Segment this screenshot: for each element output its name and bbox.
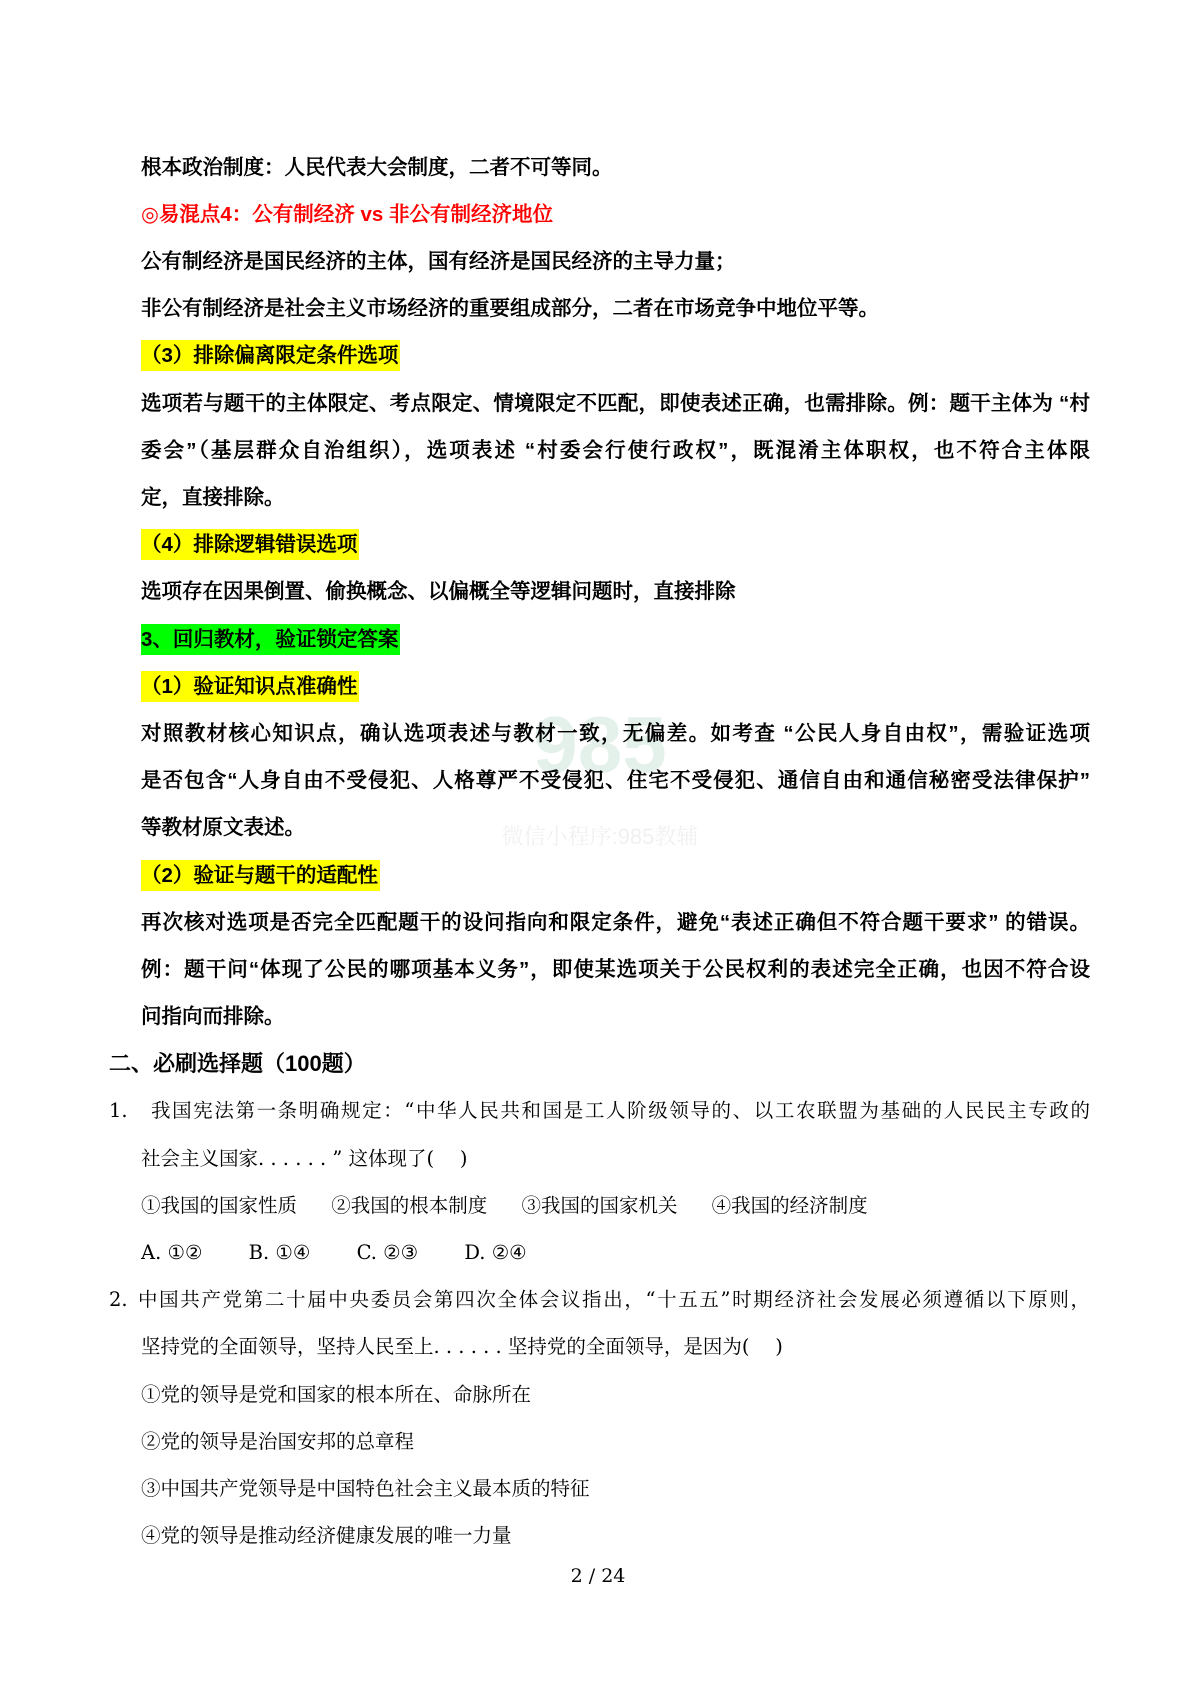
subheading-2: （2）验证与题干的适配性 [141, 860, 380, 891]
choice-d: D. ②④ [464, 1241, 527, 1264]
statement: ②党的领导是治国安邦的总章程 [141, 1430, 415, 1453]
text-line: 问指向而排除。 [141, 1005, 285, 1028]
step-heading-3: 3、回归教材，验证锁定答案 [141, 624, 400, 655]
text-line: 例：题干问“体现了公民的哪项基本义务”，即使某选项关于公民权利的表述完全正确，也因不符合设 [141, 958, 1090, 981]
choice-c: C. ②③ [356, 1241, 419, 1264]
subheading-1: （1）验证知识点准确性 [141, 671, 359, 702]
question-number: 1. [109, 1099, 128, 1122]
statement: ①我国的国家性质 [141, 1194, 298, 1217]
text-line: 对照教材核心知识点，确认选项表述与教材一致，无偏差。如考查 “公民人身自由权”，需验证选项 [141, 722, 1090, 745]
watermark-text: 微信小程序:985教辅 [501, 824, 699, 849]
question-stem: 坚持党的全面领导，坚持人民至上. . . . . . 坚持党的全面领导，是因为( ) [141, 1335, 783, 1358]
text-line: 公有制经济是国民经济的主体，国有经济是国民经济的主导力量； [141, 250, 736, 273]
text-line: 再次核对选项是否完全匹配题干的设问指向和限定条件，避免“表述正确但不符合题干要求” 的错误。 [141, 911, 1090, 934]
text-line: 非公有制经济是社会主义市场经济的重要组成部分，二者在市场竞争中地位平等。 [141, 297, 879, 320]
confusion-point-heading: ◎易混点4：公有制经济 vs 非公有制经济地位 [141, 203, 553, 226]
statement: ④党的领导是推动经济健康发展的唯一力量 [141, 1524, 512, 1547]
question-stem: 中国共产党第二十届中央委员会第四次全体会议指出，“十五五”时期经济社会发展必须遵循以下原则， [138, 1288, 1090, 1311]
page-number: 2 / 24 [570, 1565, 626, 1587]
statement: ④我国的经济制度 [711, 1194, 868, 1217]
text-line: 委会”（基层群众自治组织），选项表述 “村委会行使行政权”，既混淆主体职权，也不符合主体限 [141, 439, 1090, 462]
choice-a: A. ①② [141, 1241, 203, 1264]
text-line: 定，直接排除。 [141, 486, 285, 509]
text-line: 等教材原文表述。 [141, 816, 305, 839]
statement: ①党的领导是党和国家的根本所在、命脉所在 [141, 1383, 532, 1406]
text-line: 选项存在因果倒置、偷换概念、以偏概全等逻辑问题时，直接排除 [141, 580, 736, 603]
question-stem: 我国宪法第一条明确规定：“中华人民共和国是工人阶级领导的、以工农联盟为基础的人民民主专政的 [151, 1099, 1090, 1122]
text-line: 是否包含“人身自由不受侵犯、人格尊严不受侵犯、住宅不受侵犯、通信自由和通信秘密受法律保护” [141, 769, 1090, 792]
text-line: 选项若与题干的主体限定、考点限定、情境限定不匹配，即使表述正确，也需排除。例：题干主体为 “村 [141, 392, 1090, 415]
question-stem: 社会主义国家. . . . . . ” 这体现了( ) [141, 1147, 468, 1170]
statement: ③中国共产党领导是中国特色社会主义最本质的特征 [141, 1477, 590, 1500]
text-line: 根本政治制度：人民代表大会制度，二者不可等同。 [141, 156, 613, 179]
subheading-3: （3）排除偏离限定条件选项 [141, 340, 400, 371]
choice-b: B. ①④ [248, 1241, 311, 1264]
statement: ③我国的国家机关 [521, 1194, 678, 1217]
statement: ②我国的根本制度 [331, 1194, 488, 1217]
subheading-4: （4）排除逻辑错误选项 [141, 529, 359, 560]
question-number: 2. [109, 1288, 128, 1311]
section-title: 二、必刷选择题（100题） [109, 1051, 366, 1076]
watermark-logo: 985 [533, 700, 667, 789]
